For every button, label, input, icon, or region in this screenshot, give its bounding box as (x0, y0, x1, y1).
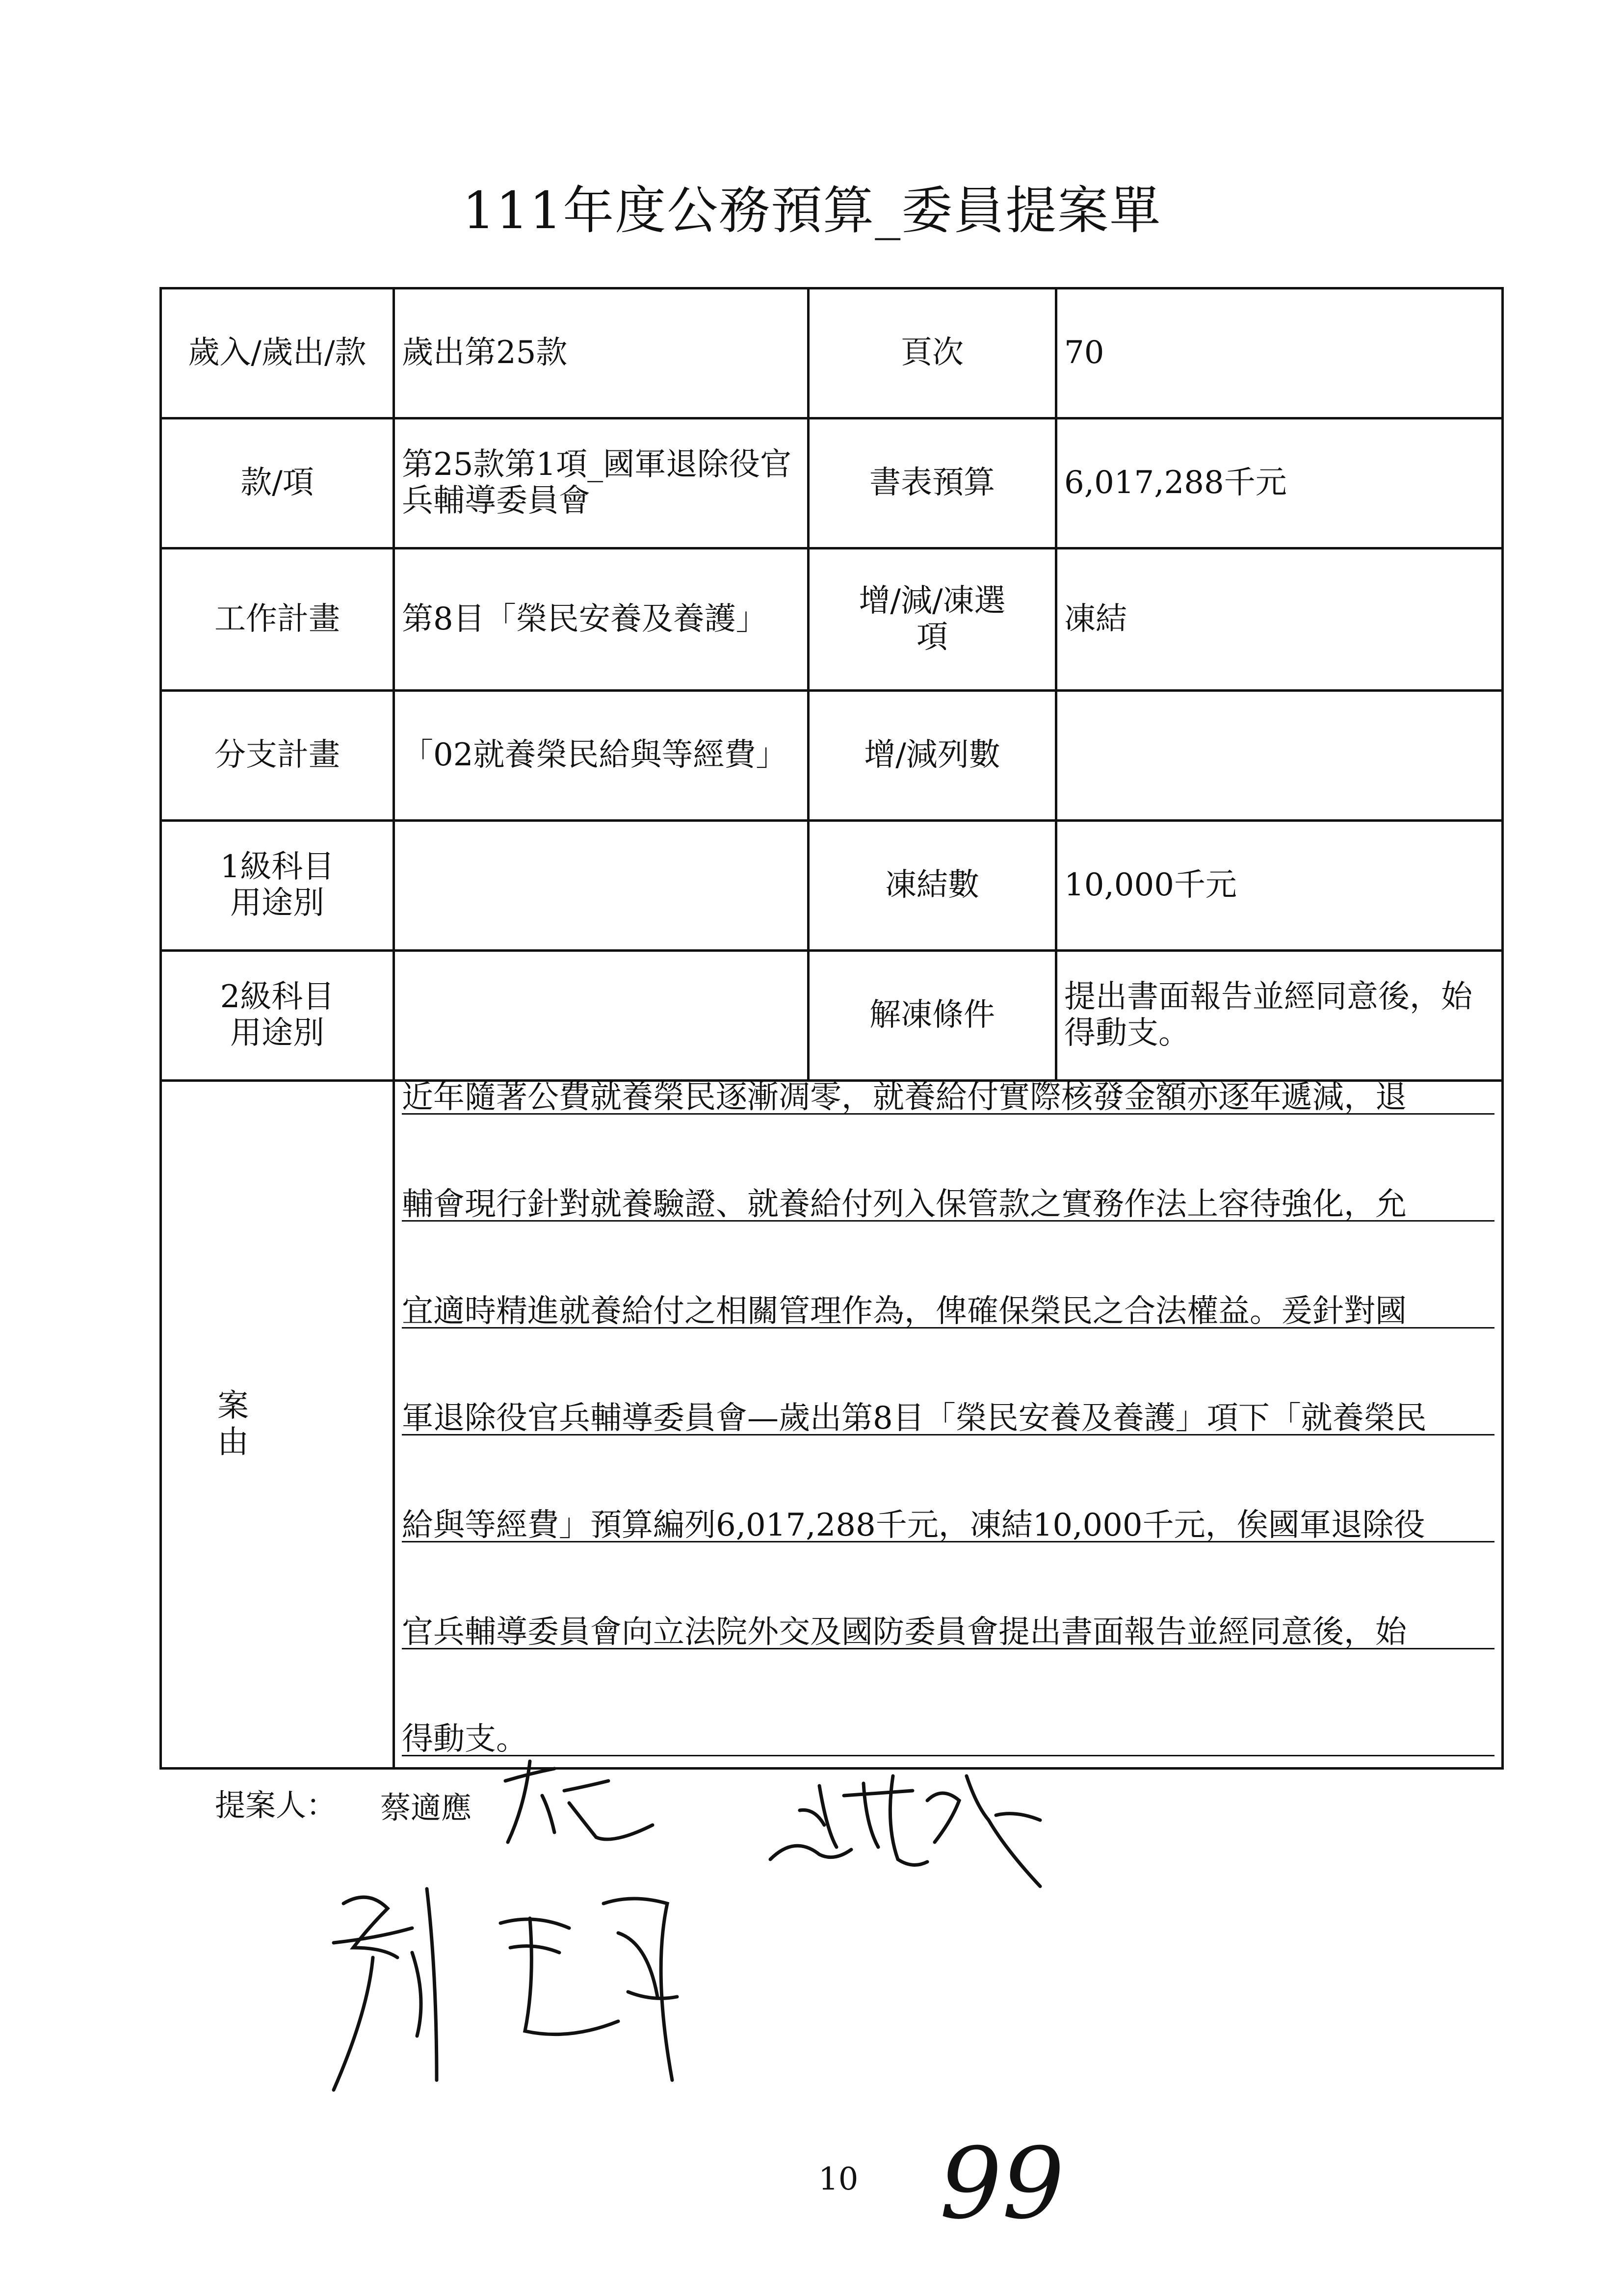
proposal-form-table (159, 287, 1504, 1770)
label-unfreeze-condition: 解凍條件 (809, 951, 1056, 1081)
label-adjust-amount: 增/減列數 (809, 691, 1056, 821)
form-row-level1 (161, 821, 1503, 951)
form-row-category (161, 288, 1503, 418)
page-number: 10 (818, 2161, 859, 2197)
value-freeze-amount: 10,000千元 (1056, 821, 1503, 951)
label-plan: 工作計畫 (161, 548, 394, 691)
value-category: 歲出第25款 (394, 288, 809, 418)
reason-line: 宜適時精進就養給付之相關管理作為，俾確保榮民之合法權益。爰針對國 (402, 1296, 1494, 1329)
label-option: 增/減/凍選項 (809, 548, 1056, 691)
value-item: 第25款第1項_國軍退除役官兵輔導委員會 (394, 418, 809, 548)
reason-line: 輔會現行針對就養驗證、就養給付列入保管款之實務作法上容待強化，允 (402, 1189, 1494, 1222)
value-level2 (394, 951, 809, 1081)
form-row-reason (161, 1081, 1503, 1769)
signature-2 (765, 1756, 1070, 1904)
label-level1: 1級科目用途別 (161, 821, 394, 951)
label-level2: 2級科目用途別 (161, 951, 394, 1081)
label-page: 頁次 (809, 288, 1056, 418)
reason-line: 近年隨著公費就養榮民逐漸凋零，就養給付實際核發金額亦逐年遞減，退 (402, 1082, 1494, 1115)
reason-text (394, 1081, 1503, 1769)
label-reason: 案由 (161, 1081, 394, 1769)
reason-line: 官兵輔導委員會向立法院外交及國防委員會提出書面報告並經同意後，始 (402, 1617, 1494, 1649)
value-subplan: 「02就養榮民給與等經費」 (394, 691, 809, 821)
reason-line: 得動支。 (402, 1723, 1494, 1756)
label-freeze-amount: 凍結數 (809, 821, 1056, 951)
proposer-name: 蔡適應 (380, 1790, 472, 1826)
proposer-label: 提案人： (215, 1787, 337, 1823)
label-item: 款/項 (161, 418, 394, 548)
signature-1 (496, 1751, 657, 1850)
value-plan: 第8目「榮民安養及養護」 (394, 548, 809, 691)
reason-line: 軍退除役官兵輔導委員會—歲出第8目「榮民安養及養護」項下「就養榮民 (402, 1403, 1494, 1435)
value-option: 凍結 (1056, 548, 1503, 691)
label-budget: 書表預算 (809, 418, 1056, 548)
value-level1 (394, 821, 809, 951)
label-category: 歲入/歲出/款 (161, 288, 394, 418)
form-row-level2 (161, 951, 1503, 1081)
page-title: 111年度公務預算_委員提案單 (462, 181, 1162, 240)
value-adjust-amount (1056, 691, 1503, 821)
value-page: 70 (1056, 288, 1503, 418)
value-budget: 6,017,288千元 (1056, 418, 1503, 548)
value-unfreeze-condition: 提出書面報告並經同意後，始得動支。 (1056, 951, 1503, 1081)
label-subplan: 分支計畫 (161, 691, 394, 821)
signature-3 (314, 1874, 746, 2110)
form-row-subplan (161, 691, 1503, 821)
handwritten-page-number: 99 (940, 2127, 1065, 2241)
form-row-plan (161, 548, 1503, 691)
reason-line: 給與等經費」預算編列6,017,288千元，凍結10,000千元，俟國軍退除役 (402, 1510, 1494, 1542)
form-row-item (161, 418, 1503, 548)
